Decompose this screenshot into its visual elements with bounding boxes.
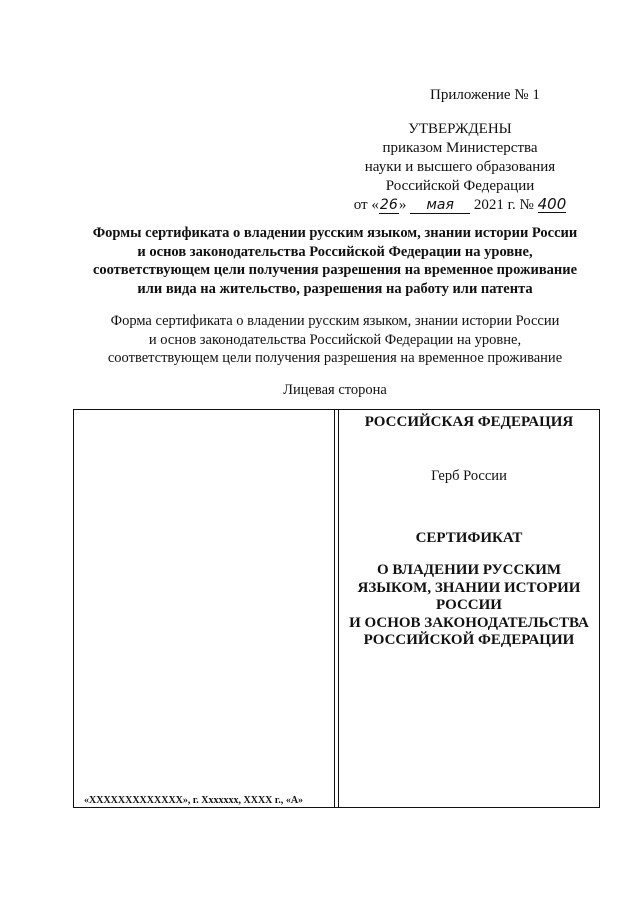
order-day-handwritten: 26: [379, 197, 398, 213]
form-title-line: и основ законодательства Российской Федерации на уровне,: [148, 331, 522, 348]
emblem-placeholder: Герб России: [431, 468, 507, 484]
order-month-handwritten: мая: [410, 198, 470, 214]
certificate-subject-line: ЯЗЫКОМ, ЗНАНИИ ИСТОРИИ: [357, 579, 581, 596]
approval-line: Российской Федерации: [385, 178, 535, 194]
form-title-line: соответствующем цели получения разрешения на временное проживание: [107, 350, 563, 366]
certificate-subject: [339, 562, 599, 650]
side-label: Лицевая сторона: [283, 382, 387, 398]
certificate-heading: СЕРТИФИКАТ: [415, 530, 523, 546]
forms-heading-line: соответствующем цели получения разрешения на временное проживание: [92, 262, 578, 278]
certificate-right-panel: [339, 410, 599, 807]
forms-heading: [70, 224, 600, 298]
approval-line: УТВЕРЖДЕНЫ: [408, 121, 512, 137]
order-mid: »: [398, 197, 411, 213]
forms-heading-line: Формы сертификата о владении русским языком, знании истории России: [92, 225, 578, 241]
order-year: 2021 г. №: [470, 197, 538, 213]
certificate-subject-line: О ВЛАДЕНИИ РУССКИМ: [376, 562, 562, 578]
certificate-form-table: [73, 409, 600, 808]
order-number-handwritten: 400: [537, 195, 567, 213]
approval-line: науки и высшего образования: [364, 159, 556, 175]
appendix-title: Приложение № 1: [430, 87, 540, 103]
forms-heading-line: или вида на жительство, разрешения на работу или патента: [137, 280, 533, 297]
panel-divider: [334, 410, 335, 807]
order-prefix: от «: [353, 197, 379, 213]
certificate-subject-line: РОССИЙСКОЙ ФЕДЕРАЦИИ: [363, 632, 575, 648]
form-title-line: Форма сертификата о владении русским языком, знании истории России: [110, 313, 560, 329]
certificate-left-panel: [74, 410, 334, 807]
certificate-country: РОССИЙСКАЯ ФЕДЕРАЦИЯ: [364, 414, 574, 430]
certificate-issuer: «ХХХХХХХХХХХХХ», г. Хххxxxx, ХХХХ г., «А»: [84, 795, 304, 806]
order-date-line: [330, 196, 590, 215]
approval-line: приказом Министерства: [382, 140, 538, 156]
forms-heading-line: и основ законодательства Российской Федерации на уровне,: [137, 243, 533, 260]
approval-block: [330, 120, 590, 215]
certificate-subject-line: РОССИИ: [436, 597, 502, 613]
certificate-subject-line: И ОСНОВ ЗАКОНОДАТЕЛЬСТВА: [349, 614, 589, 631]
form-title: [70, 312, 600, 368]
